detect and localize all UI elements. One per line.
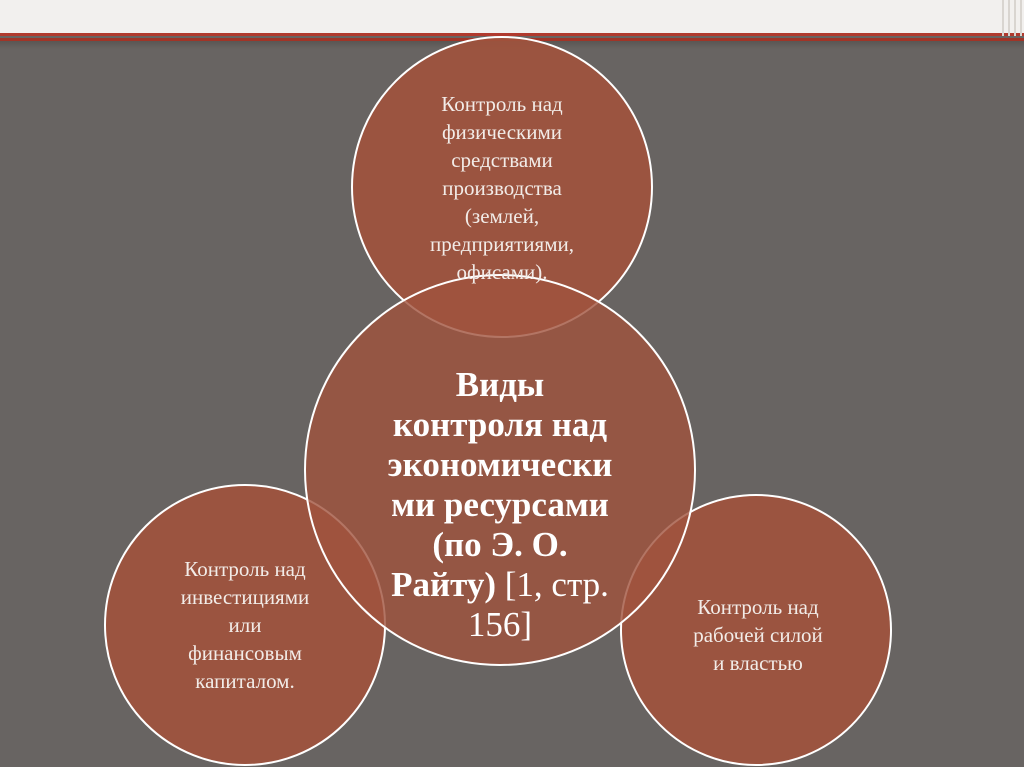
center-title: Виды контроля над экономически ми ресурсами (по Э. О. Райту) [387, 365, 613, 604]
left-circle-label: Контроль над инвестициями или финансовым капиталом. [180, 557, 310, 693]
right-circle-label: Контроль над рабочей силой и властью [693, 595, 823, 675]
top-circle-label: Контроль над физическими средствами производства (землей, предприятиями, офисами). [430, 92, 574, 284]
center-circle-label [330, 330, 670, 644]
center-reference: [1, стр. 156] [467, 565, 609, 644]
